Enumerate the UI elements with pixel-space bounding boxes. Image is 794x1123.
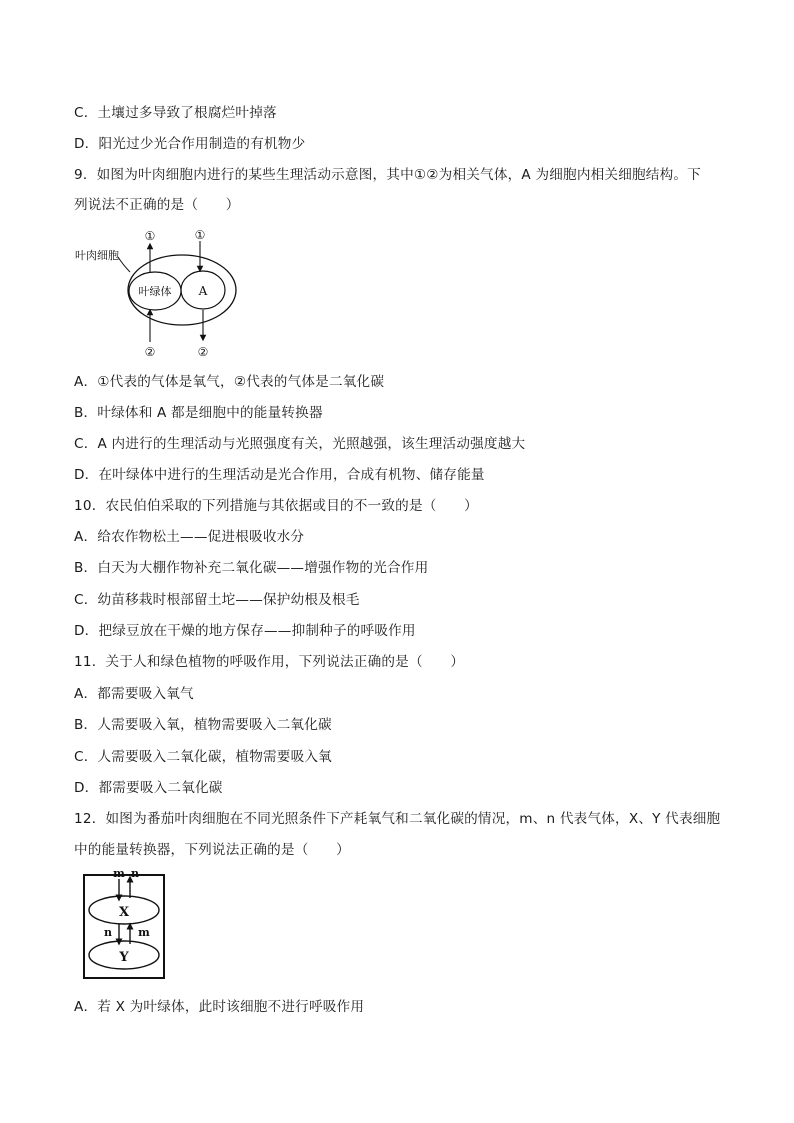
q9-option-b: B．叶绿体和 A 都是细胞中的能量转换器 xyxy=(74,405,323,421)
gas-2-bottom-right: ② xyxy=(197,345,209,359)
q9-option-c: C．A 内进行的生理活动与光照强度有关，光照越强，该生理活动强度越大 xyxy=(74,436,526,452)
top-gas-m-label: m xyxy=(113,867,125,880)
cell-label-pointer xyxy=(118,257,130,272)
q9-stem-line-1: 9．如图为叶肉细胞内进行的某些生理活动示意图，其中①②为相关气体，A 为细胞内相关细胞结构。下 xyxy=(74,167,701,183)
q9-stem-line-2: 列说法不正确的是（ ） xyxy=(74,197,240,213)
q10-option-b: B．白天为大棚作物补充二氧化碳——增强作物的光合作用 xyxy=(74,560,429,576)
q8-option-d: D．阳光过少光合作用制造的有机物少 xyxy=(74,136,306,152)
q12-stem-line-1: 12．如图为番茄叶肉细胞在不同光照条件下产耗氧气和二氧化碳的情况，m、n 代表气体，X、Y 代表细胞 xyxy=(74,811,721,827)
mid-gas-m-label: m xyxy=(138,926,150,939)
q11-option-c: C．人需要吸入二氧化碳，植物需要吸入氧 xyxy=(74,749,332,765)
q10-option-d: D．把绿豆放在干燥的地方保存——抑制种子的呼吸作用 xyxy=(74,623,416,639)
q9-option-d: D．在叶绿体中进行的生理活动是光合作用，合成有机物、储存能量 xyxy=(74,467,485,483)
q12-option-a: A．若 X 为叶绿体，此时该细胞不进行呼吸作用 xyxy=(74,999,365,1015)
leaf-cell-label: 叶肉细胞 xyxy=(75,249,119,262)
q12-stem-line-2: 中的能量转换器，下列说法正确的是（ ） xyxy=(74,842,350,858)
gas-1-top-left: ① xyxy=(144,229,156,243)
q9-figure-leaf-cell xyxy=(72,226,242,362)
q10-option-c: C．幼苗移栽时根部留土坨——保护幼根及根毛 xyxy=(74,592,360,608)
q9-option-a: A．①代表的气体是氧气，②代表的气体是二氧化碳 xyxy=(74,374,385,390)
q12-figure-energy-converters xyxy=(82,866,168,980)
q11-option-d: D．都需要吸入二氧化碳 xyxy=(74,780,223,796)
converter-x-label: X xyxy=(118,905,130,920)
q8-option-c: C．土壤过多导致了根腐烂叶掉落 xyxy=(74,105,277,121)
q11-option-a: A．都需要吸入氧气 xyxy=(74,686,194,702)
structure-a-label: A xyxy=(198,284,208,298)
converter-y-label: Y xyxy=(119,950,129,965)
top-gas-n-label: n xyxy=(131,867,139,880)
gas-1-top-right: ① xyxy=(194,228,206,242)
mid-gas-n-label: n xyxy=(104,926,112,939)
q10-option-a: A．给农作物松土——促进根吸收水分 xyxy=(74,529,305,545)
q11-stem: 11．关于人和绿色植物的呼吸作用，下列说法正确的是（ ） xyxy=(74,654,465,670)
q10-stem: 10．农民伯伯采取的下列措施与其依据或目的不一致的是（ ） xyxy=(74,498,478,514)
chloroplast-label: 叶绿体 xyxy=(138,285,172,298)
q11-option-b: B．人需要吸入氧，植物需要吸入二氧化碳 xyxy=(74,717,332,733)
gas-2-bottom-left: ② xyxy=(144,345,156,359)
